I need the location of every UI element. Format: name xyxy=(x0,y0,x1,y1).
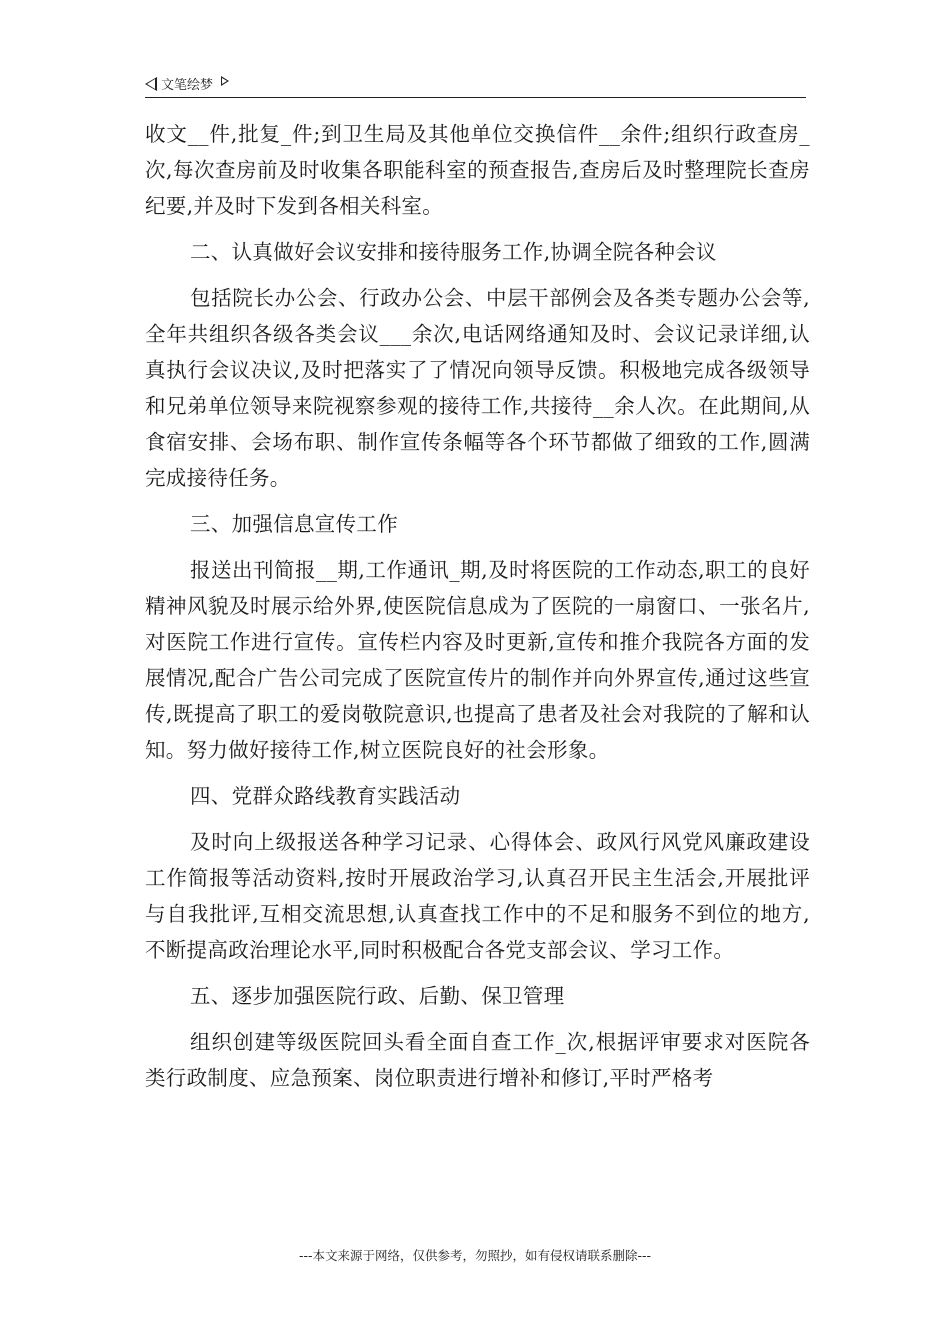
paragraph-body: 组织创建等级医院回头看全面自查工作_次,根据评审要求对医院各类行政制度、应急预案、岗位职责进行增补和修订,平时严格考 xyxy=(145,1030,810,1090)
page-header xyxy=(145,72,806,98)
right-triangle-icon xyxy=(221,76,229,86)
section-heading: 四、党群众路线教育实践活动 xyxy=(190,784,461,808)
left-triangle-icon xyxy=(145,77,157,91)
paragraph-body: 报送出刊简报__期,工作通讯_期,及时将医院的工作动态,职工的良好精神风貌及时展示给外界,使医院信息成为了医院的一扇窗口、一张名片,对医院工作进行宣传。宣传栏内容及时更新,宣传和推介我院各方面的发展情况,配合广告公司完成了医院宣传片的制作并向外界宣传,通过这些宣传,既提高了职工的爱岗敬院意识,也提高了患者及社会对我院的了解和认知。努力做好接待工作,树立医院良好的社会形象。 xyxy=(145,558,810,762)
header-brand xyxy=(145,74,229,93)
section-heading: 三、加强信息宣传工作 xyxy=(190,512,398,536)
document-body xyxy=(145,116,810,1096)
section-heading: 二、认真做好会议安排和接待服务工作,协调全院各种会议 xyxy=(190,240,717,264)
header-title: 文笔绘梦 xyxy=(161,78,214,93)
paragraph-body: 包括院长办公会、行政办公会、中层干部例会及各类专题办公会等,全年共组织各级各类会议___余次,电话网络通知及时、会议记录详细,认真执行会议决议,及时把落实了了情况向领导反馈。积极地完成各级领导和兄弟单位领导来院视察参观的接待工作,共接待__余人次。在此期间,从食宿安排、会场布职、制作宣传条幅等各个环节都做了细致的工作,圆满完成接待任务。 xyxy=(145,286,810,490)
section-heading: 五、逐步加强医院行政、后勤、保卫管理 xyxy=(190,984,565,1008)
paragraph-body: 收文__件,批复_件;到卫生局及其他单位交换信件__余件;组织行政查房_次,每次查房前及时收集各职能科室的预查报告,查房后及时整理院长查房纪要,并及时下发到各相关科室。 xyxy=(145,122,810,218)
paragraph-body: 及时向上级报送各种学习记录、心得体会、政风行风党风廉政建设工作简报等活动资料,按时开展政治学习,认真召开民主生活会,开展批评与自我批评,互相交流思想,认真查找工作中的不足和服务不到位的地方,不断提高政治理论水平,同时积极配合各党支部会议、学习工作。 xyxy=(145,830,810,962)
page-footer: ---本文来源于网络，仅供参考，勿照抄，如有侵权请联系删除--- xyxy=(298,1248,652,1263)
